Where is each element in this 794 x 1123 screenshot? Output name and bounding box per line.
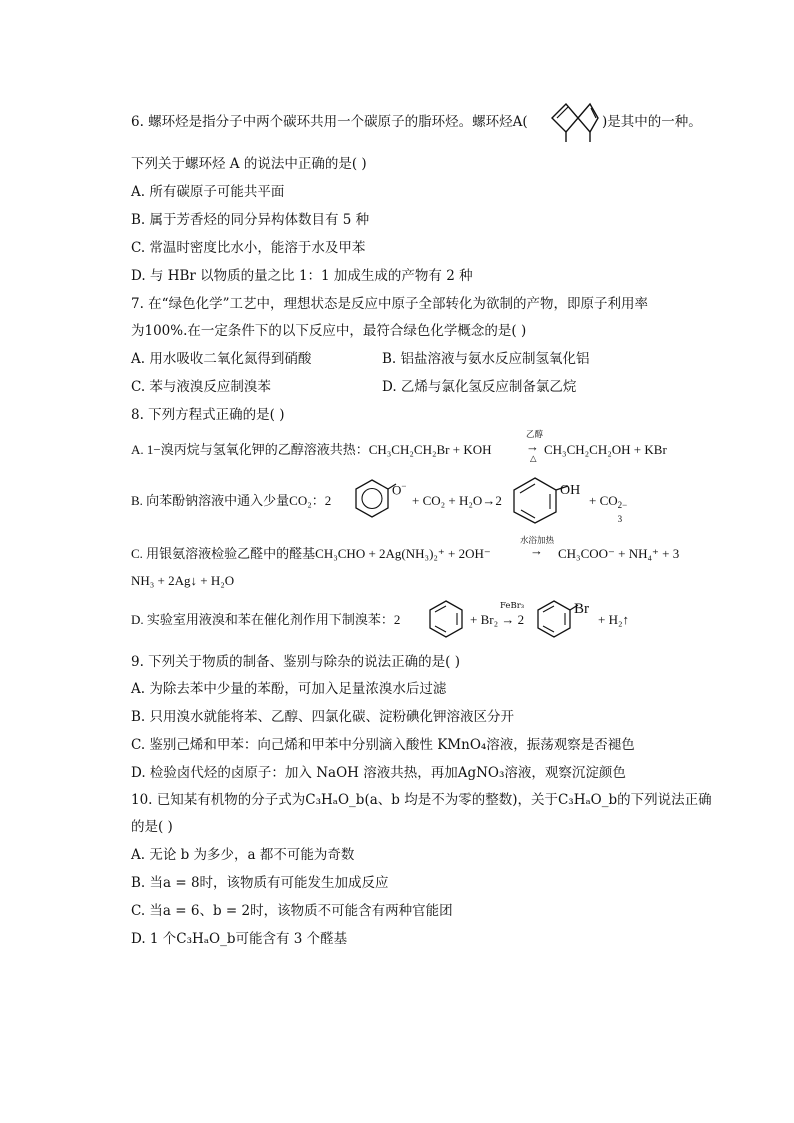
q6-stem-line1-end — [602, 113, 702, 131]
q8-a-cond-top: 乙醇 — [526, 430, 544, 440]
q7-option-c[interactable]: C. 苯与液溴反应制溴苯 — [131, 379, 271, 395]
q8-a-product: CH₃CH₂CH₂OH + KBr — [544, 442, 667, 457]
q8-d-end: + H₂↑ — [598, 612, 630, 627]
q8-d-br: Br — [574, 601, 589, 617]
q8-c-arrow: → — [530, 543, 543, 558]
q8-option-c-line1[interactable] — [131, 545, 491, 563]
q9-option-b[interactable]: B. 只用溴水就能将苯、乙醇、四氯化碳、淀粉碘化钾溶液区分开 — [131, 709, 515, 725]
q8-d-cond: FeBr₃ — [500, 601, 525, 611]
q9-option-a[interactable]: A. 为除去苯中少量的苯酚，可加入足量浓溴水后过滤 — [131, 681, 447, 697]
q8-b-mid: + CO₂ + H₂O→2 — [412, 493, 502, 508]
q8-b-oh: OH — [560, 483, 581, 498]
q9-option-c[interactable]: C. 鉴别己烯和甲苯：向己烯和甲苯中分别滴入酸性 KMnO₄溶液，振荡观察是否褪色 — [131, 737, 635, 753]
q7-option-d[interactable]: D. 乙烯与氯化氢反应制备氯乙烷 — [382, 379, 577, 395]
q6-option-d[interactable]: D. 与 HBr 以物质的量之比 1：1 加成生成的产物有 2 种 — [131, 268, 473, 284]
q6-stem-line1 — [131, 113, 528, 131]
q8-a-cond-bottom: △ — [530, 454, 537, 464]
q10-stem-line2: 的是( ) — [131, 819, 173, 835]
spiro-hydrocarbon-structure — [548, 100, 600, 146]
q7-option-a[interactable]: A. 用水吸收二氧化氮得到硝酸 — [131, 351, 312, 367]
q10-stem-line1: 10. 已知某有机物的分子式为C₃HₐO_b(a、b 均是不为零的整数)，关于C₃HₐO_b的下列说法正确 — [131, 792, 712, 808]
q6-option-a[interactable]: A. 所有碳原子可能共平面 — [131, 184, 285, 200]
q6-option-b[interactable]: B. 属于芳香烃的同分异构体数目有 5 种 — [131, 212, 370, 228]
q7-stem-line2: 为100%.在一定条件下的以下反应中，最符合绿色化学概念的是( ) — [131, 323, 527, 339]
q8-c-product: CH₃COO⁻ + NH₄⁺ + 3 — [558, 546, 680, 561]
bromobenzene-ring — [536, 600, 572, 638]
q8-a-arrow: → — [526, 439, 539, 454]
q8-b-o: O− — [392, 481, 407, 498]
q8-option-c-line2: NH₃ + 2Ag↓ + H₂O — [131, 573, 235, 588]
q9-option-d[interactable]: D. 检验卤代烃的卤原子：加入 NaOH 溶液共热，再加AgNO₃溶液，观察沉淀颜色 — [131, 765, 626, 781]
q6-stem-a: 6. 螺环烃是指分子中两个碳环共用一个碳原子的脂环烃。螺环烃A( — [131, 114, 528, 130]
q8-d-mid: + Br₂ → 2 — [470, 612, 525, 627]
q8-b-text: B. 向苯酚钠溶液中通入少量CO₂：2 — [131, 493, 332, 508]
q8-option-d[interactable] — [131, 611, 400, 629]
q10-option-a[interactable]: A. 无论 b 为多少，a 都不可能为奇数 — [131, 847, 355, 863]
q9-stem: 9. 下列关于物质的制备、鉴别与除杂的说法正确的是( ) — [131, 654, 460, 670]
q10-option-d[interactable]: D. 1 个C₃HₐO_b可能含有 3 个醛基 — [131, 931, 348, 947]
q10-option-b[interactable]: B. 当a = 8时，该物质有可能发生加成反应 — [131, 875, 389, 891]
q8-d-text: D. 实验室用液溴和苯在催化剂作用下制溴苯：2 — [131, 612, 401, 627]
q8-c-cond: 水浴加热 — [520, 536, 555, 546]
q8-stem: 8. 下列方程式正确的是( ) — [131, 407, 285, 423]
q8-b-end: + CO 2− 3 — [589, 493, 628, 524]
q10-option-c[interactable]: C. 当a = 6、b = 2时，该物质不可能含有两种官能团 — [131, 903, 453, 919]
phenoxide-ring — [354, 478, 390, 520]
q6-option-c[interactable]: C. 常温时密度比水小，能溶于水及甲苯 — [131, 240, 366, 256]
q6-stem-b: )是其中的一种。 — [602, 114, 702, 130]
q7-stem-line1: 7. 在“绿色化学”工艺中，理想状态是反应中原子全部转化为欲制的产物，即原子利用率 — [131, 296, 648, 312]
phenol-ring — [512, 476, 558, 524]
q8-option-a[interactable] — [131, 441, 492, 459]
q8-c-text: C. 用银氨溶液检验乙醛中的醛基CH₃CHO + 2Ag(NH₃)₂⁺ + 2OH⁻ — [131, 546, 491, 561]
q7-option-b[interactable]: B. 铝盐溶液与氨水反应制氢氧化铝 — [382, 351, 590, 367]
q8-a-text: A. 1−溴丙烷与氢氧化钾的乙醇溶液共热：CH₃CH₂CH₂Br + KOH — [131, 442, 492, 457]
benzene-ring — [428, 600, 464, 638]
q6-stem-line2: 下列关于螺环烃 A 的说法中正确的是( ) — [131, 156, 367, 172]
q8-option-b[interactable] — [131, 492, 331, 510]
